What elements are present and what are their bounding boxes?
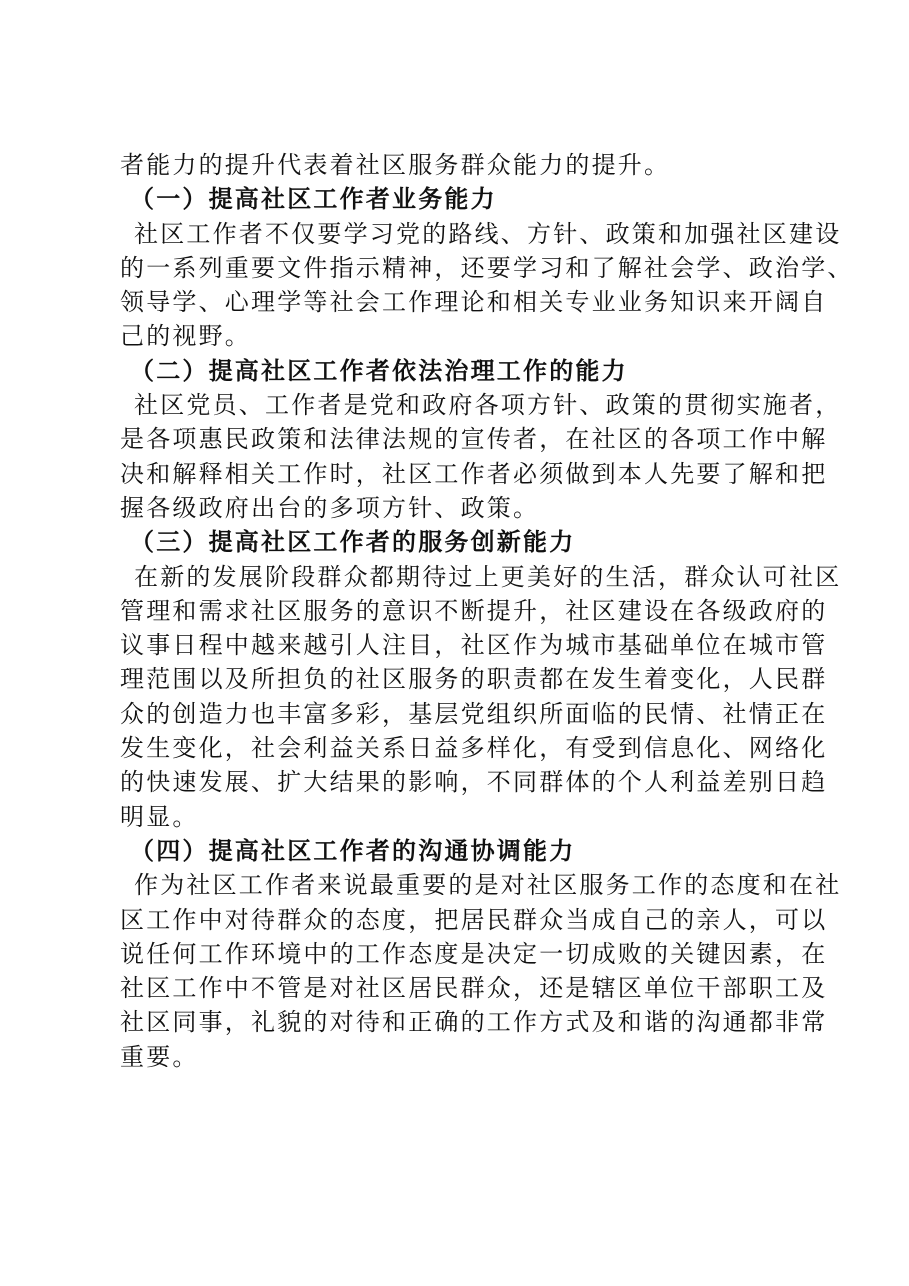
body-line: 众的创造力也丰富多彩，基层党组织所面临的民情、社情正在	[120, 699, 828, 728]
section-heading-1: （一）提高社区工作者业务能力	[130, 184, 497, 214]
body-line: 说任何工作环境中的工作态度是决定一切成败的关键因素，在	[120, 939, 828, 968]
body-line: 的一系列重要文件指示精神，还要学习和了解社会学、政治学、	[120, 253, 854, 282]
body-line: 在新的发展阶段群众都期待过上更美好的生活，群众认可社区	[134, 562, 842, 591]
body-line: 社区党员、工作者是党和政府各项方针、政策的贯彻实施者，	[134, 391, 842, 420]
body-line: 区工作中对待群众的态度，把居民群众当成自己的亲人，可以	[120, 905, 828, 934]
section-heading-4: （四）提高社区工作者的沟通协调能力	[130, 835, 576, 865]
body-line: 是各项惠民政策和法律法规的宣传者，在社区的各项工作中解	[120, 425, 828, 454]
body-line: 作为社区工作者来说最重要的是对社区服务工作的态度和在社	[134, 871, 842, 900]
body-line: 握各级政府出台的多项方针、政策。	[120, 493, 540, 522]
body-line: 的快速发展、扩大结果的影响，不同群体的个人利益差别日趋	[120, 768, 828, 797]
body-line: 社区工作者不仅要学习党的路线、方针、政策和加强社区建设	[134, 219, 842, 248]
document-body	[120, 148, 854, 1074]
body-line: 社区工作中不管是对社区居民群众，还是辖区单位干部职工及	[120, 974, 828, 1003]
body-line: 者能力的提升代表着社区服务群众能力的提升。	[120, 151, 671, 179]
body-line: 理范围以及所担负的社区服务的职责都在发生着变化，人民群	[120, 665, 828, 694]
section-heading-3: （三）提高社区工作者的服务创新能力	[130, 527, 576, 557]
body-line: 议事日程中越来越引人注目，社区作为城市基础单位在城市管	[120, 631, 828, 660]
body-line: 发生变化，社会利益关系日益多样化，有受到信息化、网络化	[120, 734, 828, 763]
body-line: 领导学、心理学等社会工作理论和相关专业业务知识来开阔自	[120, 288, 828, 317]
body-line: 明显。	[120, 802, 199, 831]
section-heading-2: （二）提高社区工作者依法治理工作的能力	[130, 355, 628, 385]
body-line: 重要。	[120, 1042, 199, 1071]
body-line: 管理和需求社区服务的意识不断提升，社区建设在各级政府的	[120, 596, 828, 625]
body-line: 己的视野。	[120, 322, 251, 351]
body-line: 决和解释相关工作时，社区工作者必须做到本人先要了解和把	[120, 459, 828, 488]
body-line: 社区同事，礼貌的对待和正确的工作方式及和谐的沟通都非常	[120, 1008, 828, 1037]
